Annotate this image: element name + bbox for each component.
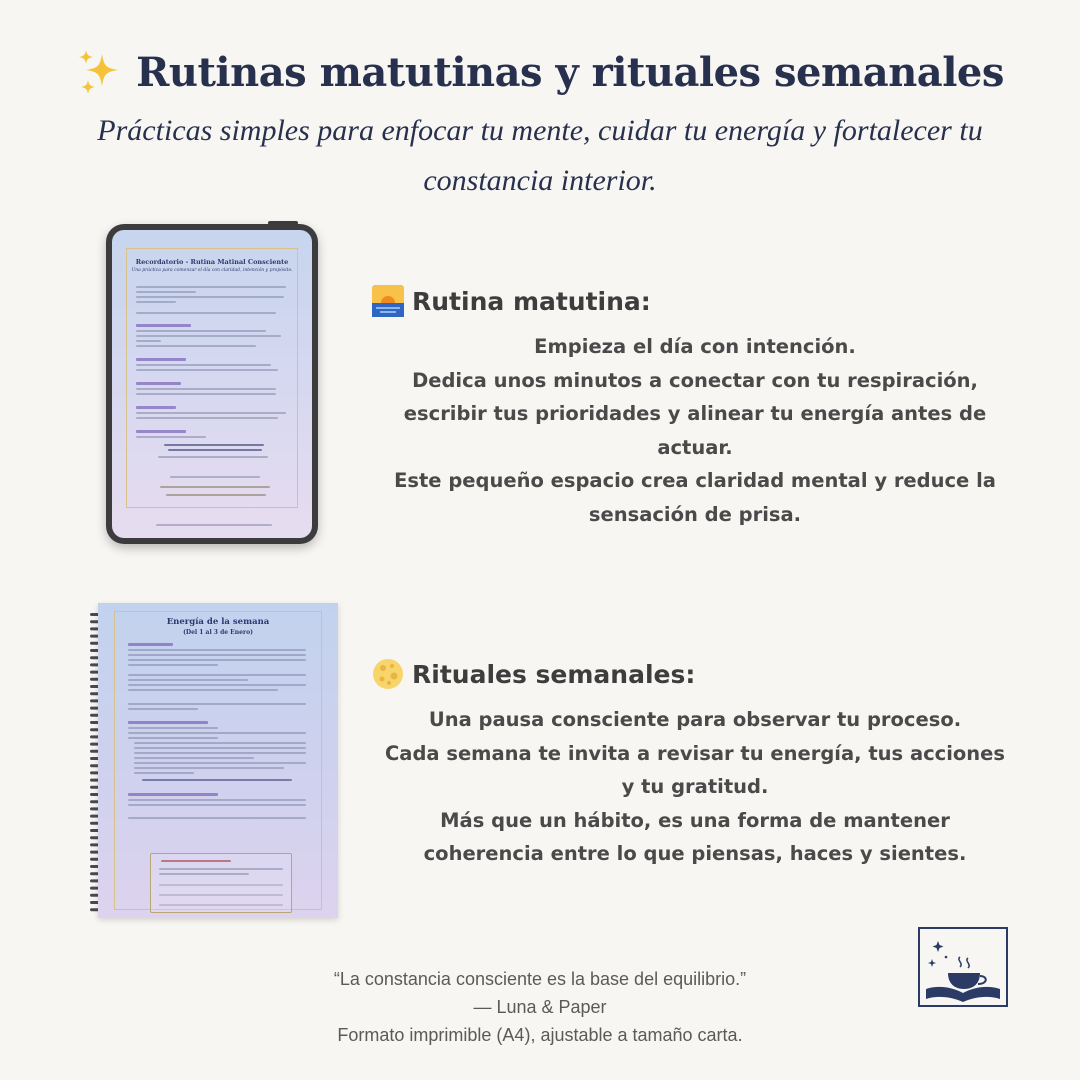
notebook-preview-subtitle: (Del 1 al 3 de Enero) xyxy=(183,629,253,636)
morning-line-3: Este pequeño espacio crea claridad mental y reduce la sensación de prisa. xyxy=(394,469,996,526)
tablet-mockup xyxy=(106,224,318,544)
tablet-preview-subtitle: Una práctica para comenzar el día con claridad, intención y propósito. xyxy=(131,268,293,273)
weekly-line-3: Más que un hábito, es una forma de mantener coherencia entre lo que piensas, haces y sientes. xyxy=(423,808,967,865)
weekly-title-text: Rituales semanales: xyxy=(412,659,696,689)
notebook-page xyxy=(98,603,338,918)
sunrise-icon xyxy=(372,285,404,317)
morning-description xyxy=(380,330,1010,531)
footer-quote: “La constancia consciente es la base del equilibrio.” xyxy=(333,969,747,989)
weekly-title xyxy=(372,658,695,690)
tablet-preview-title: Recordatorio - Rutina Matinal Consciente xyxy=(135,258,289,266)
header xyxy=(0,48,1080,206)
footer xyxy=(240,965,840,1049)
moon-tea-book-logo xyxy=(918,927,1008,1007)
full-moon-icon xyxy=(372,658,404,690)
notebook-preview-title: Energía de la semana xyxy=(166,617,270,627)
morning-line-1: Empieza el día con intención. xyxy=(534,335,856,358)
footer-format: Formato imprimible (A4), ajustable a tamaño carta. xyxy=(337,1025,743,1045)
page-title xyxy=(0,48,1080,96)
weekly-line-2: Cada semana te invita a revisar tu energía, tus acciones y tu gratitud. xyxy=(384,741,1006,798)
footer-author: — Luna & Paper xyxy=(473,997,607,1017)
weekly-line-1: Una pausa consciente para observar tu proceso. xyxy=(428,708,962,731)
sparkles-icon xyxy=(76,48,124,96)
weekly-description xyxy=(380,703,1010,871)
morning-title xyxy=(372,285,651,317)
morning-line-2: Dedica unos minutos a conectar con tu respiración, escribir tus prioridades y alinear tu energía antes de actuar. xyxy=(403,368,987,459)
tablet-screen xyxy=(112,230,312,538)
notebook-mockup xyxy=(90,603,338,918)
morning-title-text: Rutina matutina: xyxy=(412,286,651,316)
page-title-text: Rutinas matutinas y rituales semanales xyxy=(136,48,1004,96)
page-subtitle: Prácticas simples para enfocar tu mente, cuidar tu energía y fortalecer tu constancia interior. xyxy=(97,114,983,197)
